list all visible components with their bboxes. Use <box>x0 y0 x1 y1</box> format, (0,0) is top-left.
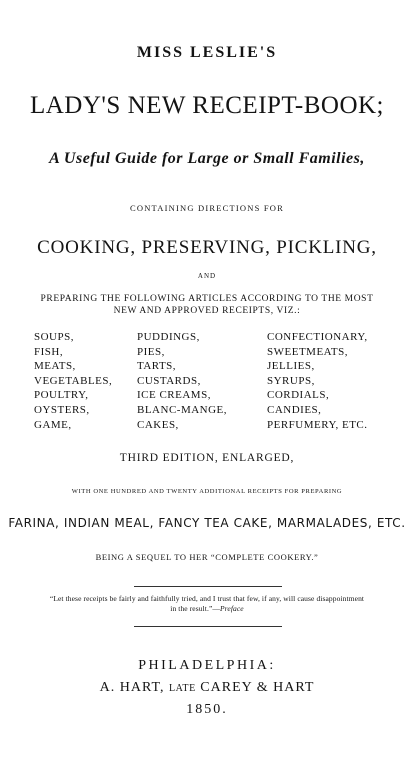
publisher-name: A. HART, <box>99 680 165 695</box>
book-subtitle: A Useful Guide for Large or Small Families, <box>49 150 365 167</box>
list-item: CAKES, <box>137 418 179 431</box>
preparing-line: PREPARING THE FOLLOWING ARTICLES ACCORDING TO THE MOST NEW AND APPROVED RECEIPTS, VIZ.: <box>40 294 374 316</box>
list-item: SYRUPS, <box>267 374 315 387</box>
list-item: CORDIALS, <box>267 389 330 402</box>
articles-column-3 <box>267 330 394 430</box>
list-item: BLANC-MANGE, <box>137 403 228 416</box>
epigraph <box>48 594 366 614</box>
list-item: CUSTARDS, <box>137 374 201 387</box>
epigraph-source: Preface <box>219 604 244 613</box>
list-item: MEATS, <box>34 360 76 373</box>
main-subjects: COOKING, PRESERVING, PICKLING, <box>37 237 377 258</box>
divider-bottom <box>134 626 282 627</box>
list-item: SOUPS, <box>34 331 74 343</box>
list-item: VEGETABLES, <box>34 374 113 387</box>
articles-column-2 <box>137 330 267 430</box>
divider-top <box>134 586 282 587</box>
author-line: MISS LESLIE'S <box>136 44 278 61</box>
epigraph-text: “Let these receipts be fairly and faithfully tried, and I trust that few, if any, will cause disappointment in the result.”— <box>49 594 365 613</box>
list-item: CONFECTIONARY, <box>267 331 368 343</box>
list-item: FISH, <box>34 345 64 358</box>
list-item: PIES, <box>137 345 165 358</box>
publisher-late: LATE <box>168 683 196 694</box>
list-item: JELLIES, <box>267 360 315 373</box>
imprint-city: PHILADELPHIA: <box>138 658 276 673</box>
additional-receipts-line: WITH ONE HUNDRED AND TWENTY ADDITIONAL RECEIPTS FOR PREPARING <box>71 488 343 495</box>
edition-line: THIRD EDITION, ENLARGED, <box>119 452 295 464</box>
publisher-former: CAREY & HART <box>200 680 315 695</box>
imprint-publisher <box>0 680 414 696</box>
list-item: TARTS, <box>137 360 177 373</box>
list-item: POULTRY, <box>34 389 89 402</box>
list-item: PUDDINGS, <box>137 331 200 343</box>
list-item: SWEETMEATS, <box>267 345 348 358</box>
list-item: PERFUMERY, ETC. <box>267 418 368 431</box>
and-line: AND <box>197 272 217 280</box>
articles-column-1 <box>34 330 137 430</box>
sequel-line: BEING A SEQUEL TO HER “COMPLETE COOKERY.” <box>95 552 319 562</box>
book-title: LADY'S NEW RECEIPT-BOOK; <box>29 92 385 119</box>
additional-items-line: FARINA, INDIAN MEAL, FANCY TEA CAKE, MARMALADES, ETC. <box>8 516 406 530</box>
articles-list <box>34 330 394 430</box>
containing-line: CONTAINING DIRECTIONS FOR <box>130 203 284 213</box>
imprint-year: 1850. <box>186 702 228 717</box>
list-item: ICE CREAMS, <box>137 389 211 402</box>
list-item: OYSTERS, <box>34 403 90 416</box>
list-item: CANDIES, <box>267 403 322 416</box>
list-item: GAME, <box>34 418 72 431</box>
